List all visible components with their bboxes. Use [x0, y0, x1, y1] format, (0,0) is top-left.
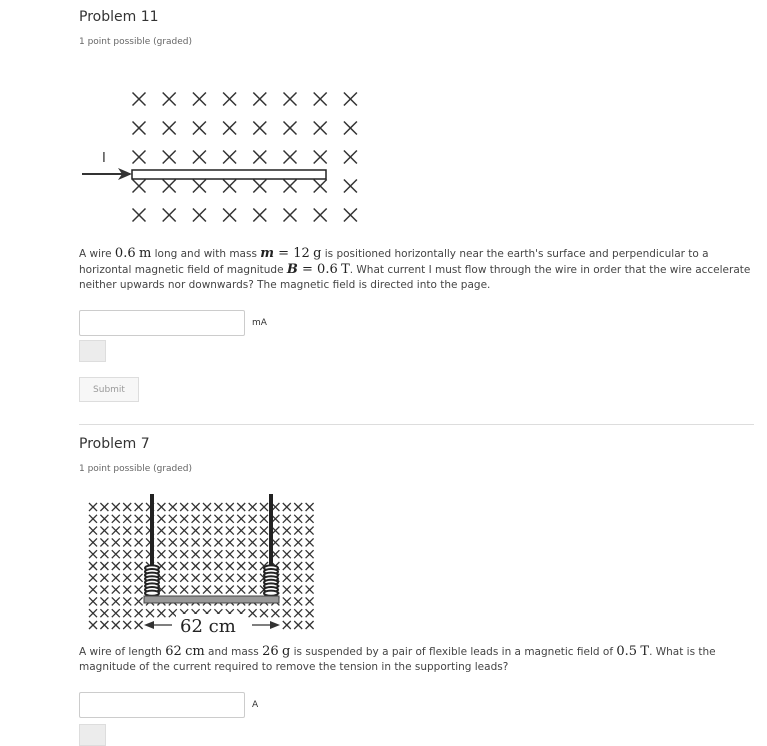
field-x-marker [283, 562, 291, 570]
field-x-marker [112, 586, 120, 594]
field-x-marker [193, 151, 206, 164]
field-x-marker [253, 180, 266, 193]
field-x-marker [314, 93, 327, 106]
field-x-marker [283, 574, 291, 582]
field-x-marker [163, 151, 176, 164]
problem-7-points: 1 point possible (graded) [79, 464, 193, 474]
field-x-marker [157, 503, 165, 511]
field-x-marker [226, 515, 234, 523]
problem-11-question: A wire 0.6 m long and with mass m = 12 g is positioned horizontally near the earth's surface and perpendicular to a horizontal magnetic field of magnitude B = 0.6 T. What current I must flow through the wire in order that the wire accelerate neither upwards nor downwards? The magnetic field is directed into the page. [79, 246, 751, 291]
field-x-marker [133, 151, 146, 164]
field-x-marker [284, 209, 297, 222]
field-x-marker [260, 515, 268, 523]
field-x-marker [89, 597, 97, 605]
field-x-marker [180, 538, 188, 546]
field-x-marker [226, 586, 234, 594]
field-x-marker [306, 574, 314, 582]
field-x-marker [294, 562, 302, 570]
field-x-marker [180, 503, 188, 511]
field-x-marker [223, 180, 236, 193]
field-x-marker [294, 527, 302, 535]
field-x-marker [344, 93, 357, 106]
field-x-marker [112, 597, 120, 605]
field-x-marker [146, 609, 154, 617]
field-x-marker [260, 609, 268, 617]
field-x-marker [249, 538, 257, 546]
field-x-marker [226, 503, 234, 511]
field-x-marker [283, 538, 291, 546]
field-x-marker [123, 527, 131, 535]
wire-rod [132, 170, 326, 179]
field-x-marker [344, 122, 357, 135]
field-x-marker [294, 550, 302, 558]
field-x-marker [135, 527, 143, 535]
field-x-marker [163, 93, 176, 106]
suspended-wire [144, 596, 279, 603]
field-x-marker [294, 538, 302, 546]
field-x-marker [283, 621, 291, 629]
field-x-marker [135, 597, 143, 605]
field-x-marker [89, 574, 97, 582]
field-x-marker [169, 538, 177, 546]
field-x-marker [100, 538, 108, 546]
field-x-marker [283, 597, 291, 605]
field-x-marker [226, 562, 234, 570]
field-x-marker [133, 122, 146, 135]
field-x-marker [112, 527, 120, 535]
field-x-marker [283, 586, 291, 594]
field-x-marker [249, 609, 257, 617]
field-x-marker [135, 503, 143, 511]
field-x-marker [123, 538, 131, 546]
field-x-marker [123, 562, 131, 570]
field-x-marker [100, 515, 108, 523]
field-x-marker [214, 574, 222, 582]
field-x-marker [192, 562, 200, 570]
field-x-marker [112, 550, 120, 558]
left-lead [150, 494, 154, 568]
field-x-marker [133, 209, 146, 222]
problem-7-answer-input[interactable] [79, 692, 245, 718]
field-x-marker [314, 122, 327, 135]
field-x-marker [89, 538, 97, 546]
field-x-marker [112, 515, 120, 523]
field-x-marker [169, 574, 177, 582]
field-x-marker [283, 515, 291, 523]
field-x-marker [294, 621, 302, 629]
field-x-marker [226, 574, 234, 582]
field-x-marker [89, 550, 97, 558]
field-x-marker [193, 122, 206, 135]
field-x-marker [237, 538, 245, 546]
field-x-marker [133, 180, 146, 193]
field-x-marker [100, 609, 108, 617]
field-x-marker [294, 609, 302, 617]
field-x-marker [237, 527, 245, 535]
field-x-marker [214, 550, 222, 558]
field-x-marker [169, 515, 177, 523]
field-x-marker [237, 562, 245, 570]
field-x-marker [294, 586, 302, 594]
field-x-marker [260, 550, 268, 558]
field-x-marker [123, 621, 131, 629]
field-x-marker [226, 550, 234, 558]
field-x-marker [192, 503, 200, 511]
field-x-marker [249, 527, 257, 535]
field-x-marker [112, 538, 120, 546]
field-x-marker [249, 550, 257, 558]
field-x-marker [123, 597, 131, 605]
field-x-marker [89, 527, 97, 535]
field-x-marker [203, 538, 211, 546]
field-x-marker [123, 550, 131, 558]
field-x-marker [223, 122, 236, 135]
field-x-marker [237, 515, 245, 523]
field-x-marker [271, 609, 279, 617]
field-x-marker [314, 180, 327, 193]
field-x-marker [169, 527, 177, 535]
field-x-marker [135, 538, 143, 546]
field-x-marker [192, 574, 200, 582]
field-x-marker [133, 93, 146, 106]
field-x-marker [192, 550, 200, 558]
field-x-marker [100, 597, 108, 605]
field-x-marker [192, 515, 200, 523]
field-x-marker [306, 538, 314, 546]
field-x-marker [193, 93, 206, 106]
field-x-marker [249, 515, 257, 523]
field-x-marker [214, 538, 222, 546]
field-x-marker [89, 503, 97, 511]
field-x-marker [157, 515, 165, 523]
field-x-marker [89, 609, 97, 617]
field-x-marker [306, 515, 314, 523]
problem-7-title: Problem 7 [79, 436, 150, 452]
field-x-marker [100, 562, 108, 570]
field-x-marker [163, 180, 176, 193]
field-x-marker [253, 122, 266, 135]
field-x-marker [203, 527, 211, 535]
field-x-marker [214, 515, 222, 523]
field-x-marker [344, 151, 357, 164]
field-x-marker [193, 209, 206, 222]
field-x-marker [180, 574, 188, 582]
field-x-marker [180, 527, 188, 535]
field-x-marker [203, 562, 211, 570]
field-x-marker [314, 209, 327, 222]
field-x-marker [284, 180, 297, 193]
current-label: I [102, 151, 106, 166]
field-x-marker [180, 586, 188, 594]
field-x-marker [314, 151, 327, 164]
field-x-marker [112, 621, 120, 629]
field-x-marker [294, 574, 302, 582]
field-x-marker [169, 503, 177, 511]
field-x-marker [135, 609, 143, 617]
field-x-marker [192, 586, 200, 594]
field-x-marker [249, 586, 257, 594]
field-x-marker [223, 93, 236, 106]
field-x-marker [237, 550, 245, 558]
field-x-marker [306, 597, 314, 605]
field-x-marker [306, 562, 314, 570]
field-x-marker [260, 538, 268, 546]
field-x-marker [203, 503, 211, 511]
field-x-marker [135, 574, 143, 582]
field-x-marker [100, 574, 108, 582]
field-x-marker [180, 550, 188, 558]
field-x-marker [89, 586, 97, 594]
field-x-marker [284, 122, 297, 135]
field-x-marker [123, 503, 131, 511]
field-x-marker [237, 574, 245, 582]
problem-7-question: A wire of length 62 cm and mass 26 g is suspended by a pair of flexible leads in a magnetic field of 0.5 T. What is the magnitude of the current required to remove the tension in the supporting leads? [79, 644, 716, 673]
field-x-marker [214, 527, 222, 535]
problem-11-figure [80, 84, 370, 230]
section-divider [79, 424, 754, 425]
problem-7-figure [84, 490, 334, 642]
problem-11-answer-input[interactable] [79, 310, 245, 336]
field-x-marker [203, 586, 211, 594]
problem-11-title: Problem 11 [79, 9, 159, 25]
field-x-marker [284, 151, 297, 164]
field-x-marker [226, 527, 234, 535]
field-x-marker [169, 586, 177, 594]
field-x-marker [112, 574, 120, 582]
field-x-marker [100, 586, 108, 594]
field-x-marker [123, 515, 131, 523]
field-x-marker [344, 180, 357, 193]
field-x-marker [306, 503, 314, 511]
field-x-marker [294, 503, 302, 511]
field-x-marker [89, 621, 97, 629]
field-x-marker [306, 609, 314, 617]
field-x-marker [193, 180, 206, 193]
field-x-marker [223, 209, 236, 222]
field-x-marker [192, 538, 200, 546]
field-x-marker [249, 562, 257, 570]
field-x-marker [123, 609, 131, 617]
field-x-marker [192, 527, 200, 535]
field-x-marker [100, 503, 108, 511]
field-x-marker [157, 538, 165, 546]
field-x-marker [169, 550, 177, 558]
field-x-marker [260, 503, 268, 511]
field-x-marker [169, 609, 177, 617]
field-x-marker [123, 574, 131, 582]
field-x-marker [283, 609, 291, 617]
problem-7-unit: A [252, 700, 259, 710]
field-x-marker [283, 527, 291, 535]
field-x-marker [203, 574, 211, 582]
field-x-marker [306, 550, 314, 558]
field-x-marker [100, 550, 108, 558]
problem-7-status-indicator [79, 724, 106, 746]
field-x-marker [135, 562, 143, 570]
field-x-marker [89, 562, 97, 570]
field-x-marker [135, 621, 143, 629]
field-x-marker [163, 209, 176, 222]
field-x-marker [249, 503, 257, 511]
field-x-marker [112, 503, 120, 511]
problem-11-unit: mA [252, 318, 267, 328]
field-x-marker [226, 538, 234, 546]
field-x-marker [294, 597, 302, 605]
field-x-marker [306, 527, 314, 535]
problem-11-points: 1 point possible (graded) [79, 37, 193, 47]
field-x-marker [214, 562, 222, 570]
field-x-marker [253, 151, 266, 164]
field-x-marker [169, 562, 177, 570]
field-x-marker [306, 586, 314, 594]
right-spring [264, 565, 278, 595]
field-x-marker [180, 515, 188, 523]
field-x-marker [284, 93, 297, 106]
magnetic-field-x-grid [89, 503, 314, 629]
field-x-marker [135, 550, 143, 558]
field-x-marker [237, 586, 245, 594]
field-x-marker [260, 527, 268, 535]
field-x-marker [157, 609, 165, 617]
field-x-marker [253, 209, 266, 222]
field-x-marker [135, 586, 143, 594]
field-x-marker [180, 562, 188, 570]
field-x-marker [253, 93, 266, 106]
field-x-marker [344, 209, 357, 222]
problem-11-status-indicator [79, 340, 106, 362]
field-x-marker [112, 562, 120, 570]
field-x-marker [89, 515, 97, 523]
field-x-marker [214, 503, 222, 511]
field-x-marker [157, 527, 165, 535]
field-x-marker [100, 621, 108, 629]
wire-length-label: 62 cm [180, 616, 236, 637]
field-x-marker [123, 586, 131, 594]
magnetic-field-x-grid [133, 93, 357, 222]
field-x-marker [237, 503, 245, 511]
field-x-marker [157, 550, 165, 558]
field-x-marker [214, 586, 222, 594]
field-x-marker [306, 621, 314, 629]
problem-11-submit-button[interactable]: Submit [79, 377, 139, 402]
left-spring [145, 565, 159, 595]
field-x-marker [100, 527, 108, 535]
field-x-marker [112, 609, 120, 617]
right-lead [269, 494, 273, 568]
field-x-marker [203, 550, 211, 558]
field-x-marker [163, 122, 176, 135]
field-x-marker [223, 151, 236, 164]
field-x-marker [203, 515, 211, 523]
field-x-marker [249, 574, 257, 582]
field-x-marker [135, 515, 143, 523]
field-x-marker [283, 503, 291, 511]
field-x-marker [283, 550, 291, 558]
field-x-marker [294, 515, 302, 523]
